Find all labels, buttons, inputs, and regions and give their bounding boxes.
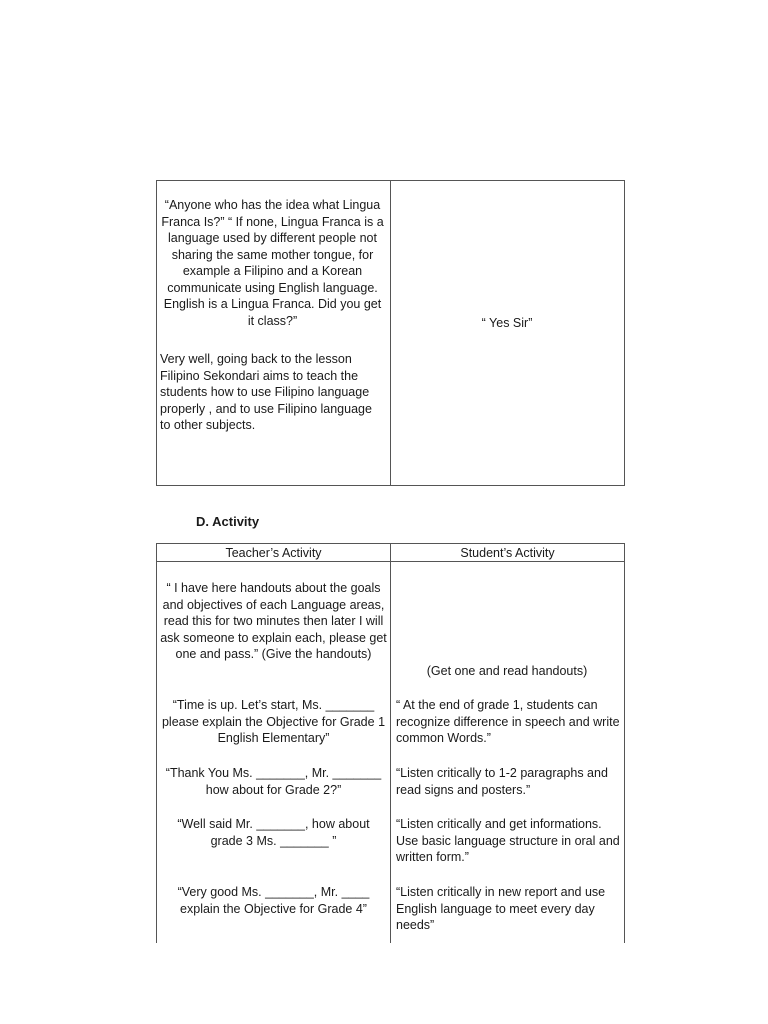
header-students-activity: Student’s Activity <box>460 546 555 560</box>
teacher-dialogue-filipino-sekondari: Very well, going back to the lesson Filipino Sekondari aims to teach the students how to use Filipino language properly , and to use Filipino language to other subjects. <box>160 352 372 432</box>
student-activity-grade-4: “Listen critically in new report and use English language to meet every day needs” <box>396 885 606 932</box>
column-divider <box>390 544 391 943</box>
column-divider <box>390 181 391 485</box>
teacher-activity-handouts: “ I have here handouts about the goals and objectives of each Language areas, read this for two minutes then later I will ask someone to explain each, please get one and pass.” (Give the handouts) <box>160 581 387 661</box>
teacher-activity-grade-4: “Very good Ms. _______, Mr. ____ explain the Objective for Grade 4” <box>177 885 370 916</box>
teacher-activity-grade-3: “Well said Mr. _______, how about grade 3 Ms. _______ ” <box>177 817 370 848</box>
student-activity-grade-3: “Listen critically and get informations. Use basic language structure in oral and written form.” <box>396 817 620 864</box>
student-activity-handouts: (Get one and read handouts) <box>426 664 588 678</box>
teacher-activity-grade-1: “Time is up. Let’s start, Ms. _______ please explain the Objective for Grade 1 English Elementary” <box>161 698 386 745</box>
student-activity-grade-1: “ At the end of grade 1, students can recognize difference in speech and write common Words.” <box>396 698 620 745</box>
section-heading-activity: D. Activity <box>196 514 260 529</box>
student-response-yes-sir: “ Yes Sir” <box>481 316 533 330</box>
teacher-activity-grade-2: “Thank You Ms. _______, Mr. _______ how about for Grade 2?” <box>165 766 382 797</box>
student-activity-grade-2: “Listen critically to 1-2 paragraphs and read signs and posters.” <box>396 766 608 797</box>
teacher-dialogue-lingua-franca: “Anyone who has the idea what Lingua Franca Is?” “ If none, Lingua Franca is a language used by different people not sharing the same mother tongue, for example a Filipino and a Korean communicate using English language. English is a Lingua Franca. Did you get it class?” <box>161 198 384 328</box>
header-teachers-activity: Teacher’s Activity <box>225 546 322 560</box>
